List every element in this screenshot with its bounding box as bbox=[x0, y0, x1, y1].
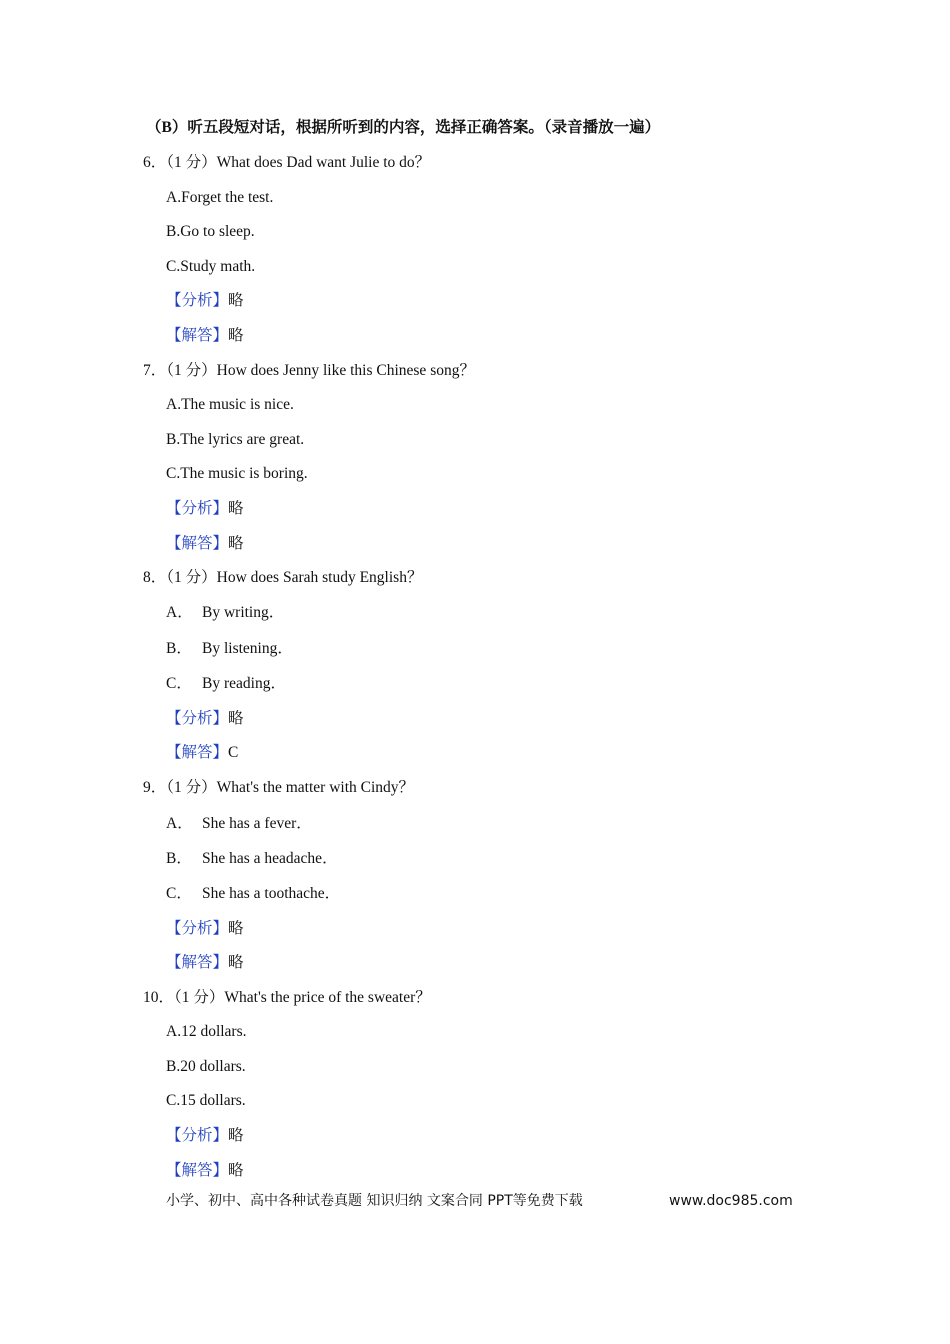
analysis-label: 【分析】 bbox=[166, 1127, 229, 1144]
option-text: She has a headache． bbox=[202, 850, 338, 867]
analysis-text: 略 bbox=[228, 500, 244, 517]
answer-label: 【解答】 bbox=[166, 535, 229, 552]
analysis-label: 【分析】 bbox=[166, 292, 229, 309]
answer-text: 略 bbox=[228, 327, 244, 344]
option-a bbox=[166, 603, 284, 623]
answer-line bbox=[166, 326, 244, 346]
question-stem-line bbox=[143, 988, 431, 1008]
option-c bbox=[166, 884, 340, 904]
question-stem: What's the price of the sweater？ bbox=[224, 989, 431, 1006]
question-stem-line bbox=[143, 153, 430, 173]
option-letter: B． bbox=[166, 640, 192, 657]
answer-line bbox=[166, 1161, 244, 1181]
analysis-text: 略 bbox=[228, 710, 244, 727]
question-stem-line bbox=[143, 361, 475, 381]
analysis-label: 【分析】 bbox=[166, 710, 229, 727]
option-text: By listening． bbox=[202, 640, 293, 657]
analysis-line bbox=[166, 499, 244, 519]
question-number: 6． bbox=[143, 154, 167, 171]
analysis-text: 略 bbox=[228, 1127, 244, 1144]
option-text: She has a toothache． bbox=[202, 885, 341, 902]
question-score: （1 分） bbox=[174, 989, 225, 1006]
option-letter: A． bbox=[166, 604, 193, 621]
option-a: A.The music is nice. bbox=[166, 396, 294, 413]
question-score: （1 分） bbox=[166, 779, 217, 796]
option-a: A.12 dollars. bbox=[166, 1023, 247, 1040]
answer-label: 【解答】 bbox=[166, 327, 229, 344]
answer-label: 【解答】 bbox=[166, 744, 229, 761]
answer-label: 【解答】 bbox=[166, 1162, 229, 1179]
question-score: （1 分） bbox=[166, 569, 217, 586]
answer-line bbox=[166, 534, 244, 554]
analysis-line bbox=[166, 291, 244, 311]
question-stem: What does Dad want Julie to do？ bbox=[216, 154, 431, 171]
option-letter: B． bbox=[166, 850, 192, 867]
option-c: C.15 dollars. bbox=[166, 1092, 246, 1109]
question-number: 8． bbox=[143, 569, 167, 586]
answer-line bbox=[166, 743, 238, 763]
question-stem-line bbox=[143, 778, 414, 798]
option-text: By reading． bbox=[202, 675, 286, 692]
question-stem-line bbox=[143, 568, 422, 588]
analysis-label: 【分析】 bbox=[166, 500, 229, 517]
option-b: B.The lyrics are great. bbox=[166, 431, 305, 448]
answer-text: 略 bbox=[228, 954, 244, 971]
option-letter: C． bbox=[166, 885, 192, 902]
option-c: C.The music is boring. bbox=[166, 465, 308, 482]
answer-text: 略 bbox=[228, 535, 244, 552]
question-stem: How does Sarah study English？ bbox=[216, 569, 423, 586]
question-stem: How does Jenny like this Chinese song？ bbox=[216, 362, 475, 379]
footer-url: www.doc985.com bbox=[669, 1193, 793, 1209]
analysis-line bbox=[166, 1126, 244, 1146]
analysis-label: 【分析】 bbox=[166, 920, 229, 937]
question-score: （1 分） bbox=[166, 362, 217, 379]
footer-text: 小学、初中、高中各种试卷真题 知识归纳 文案合同 PPT等免费下载 bbox=[166, 1193, 583, 1209]
question-number: 7． bbox=[143, 362, 167, 379]
answer-label: 【解答】 bbox=[166, 954, 229, 971]
page-footer bbox=[166, 1191, 793, 1211]
analysis-text: 略 bbox=[228, 292, 244, 309]
option-c: C.Study math. bbox=[166, 258, 256, 275]
analysis-line bbox=[166, 919, 244, 939]
question-number: 9． bbox=[143, 779, 167, 796]
question-score: （1 分） bbox=[166, 154, 217, 171]
option-letter: C． bbox=[166, 675, 192, 692]
analysis-text: 略 bbox=[228, 920, 244, 937]
question-stem: What's the matter with Cindy？ bbox=[216, 779, 415, 796]
analysis-line bbox=[166, 709, 244, 729]
option-text: By writing． bbox=[202, 604, 285, 621]
option-b: B.20 dollars. bbox=[166, 1058, 246, 1075]
question-number: 10． bbox=[143, 989, 175, 1006]
option-a: A.Forget the test. bbox=[166, 189, 274, 206]
option-b bbox=[166, 849, 338, 869]
section-heading: （B）听五段短对话，根据所听到的内容，选择正确答案。（录音播放一遍） bbox=[146, 119, 661, 136]
option-b bbox=[166, 639, 293, 659]
answer-text: 略 bbox=[228, 1162, 244, 1179]
answer-text: C bbox=[228, 744, 239, 761]
answer-line bbox=[166, 953, 244, 973]
option-a bbox=[166, 814, 312, 834]
option-letter: A． bbox=[166, 815, 193, 832]
option-text: She has a fever． bbox=[202, 815, 312, 832]
option-b: B.Go to sleep. bbox=[166, 223, 255, 240]
option-c bbox=[166, 674, 286, 694]
